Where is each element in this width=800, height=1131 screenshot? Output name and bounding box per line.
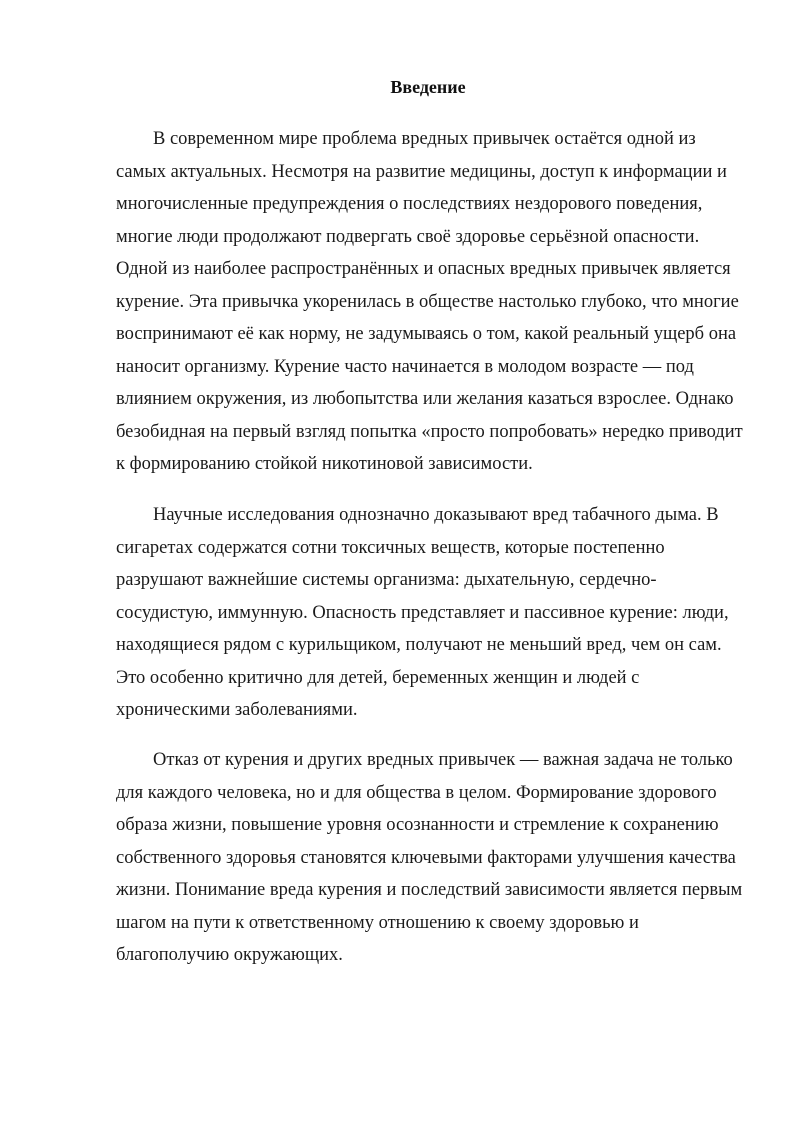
paragraph-3-block <box>116 744 746 972</box>
paragraph-3: Отказ от курения и других вредных привычек — важная задача не только для каждого человека, но и для общества в целом. Формирование здорового образа жизни, повышение уровня осознанности и стремление к сохранению собственного здоровья становятся ключевыми факторами улучшения качества жизни. Понимание вреда курения и последствий зависимости является первым шагом на пути к ответственному отношению к своему здоровью и благополучию окружающих. <box>116 750 743 965</box>
paragraph-2: Научные исследования однозначно доказывают вред табачного дыма. В сигаретах содержатся сотни токсичных веществ, которые постепенно разрушают важнейшие системы организма: дыхательную, сердечно-сосудистую, иммунную. Опасность представляет и пассивное курение: люди, находящиеся рядом с курильщиком, получают не меньший вред, чем он сам. Это особенно критично для детей, беременных женщин и людей с хроническими заболеваниями. <box>116 505 729 720</box>
paragraph-1: В современном мире проблема вредных привычек остаётся одной из самых актуальных. Несмотря на развитие медицины, доступ к информации и многочисленные предупреждения о последствиях нездорового поведения, многие люди продолжают подвергать своё здоровье серьёзной опасности. Одной из наиболее распространённых и опасных вредных привычек является курение. Эта привычка укоренилась в обществе настолько глубоко, что многие воспринимают её как норму, не задумываясь о том, какой реальный ущерб она наносит организму. Курение часто начинается в молодом возрасте — под влиянием окружения, из любопытства или желания казаться взрослее. Однако безобидная на первый взгляд попытка «просто попробовать» нередко приводит к формированию стойкой никотиновой зависимости. <box>116 129 743 474</box>
page-title: Введение <box>390 77 466 97</box>
paragraph-2-block <box>116 499 746 727</box>
paragraph-1-block <box>116 123 746 481</box>
